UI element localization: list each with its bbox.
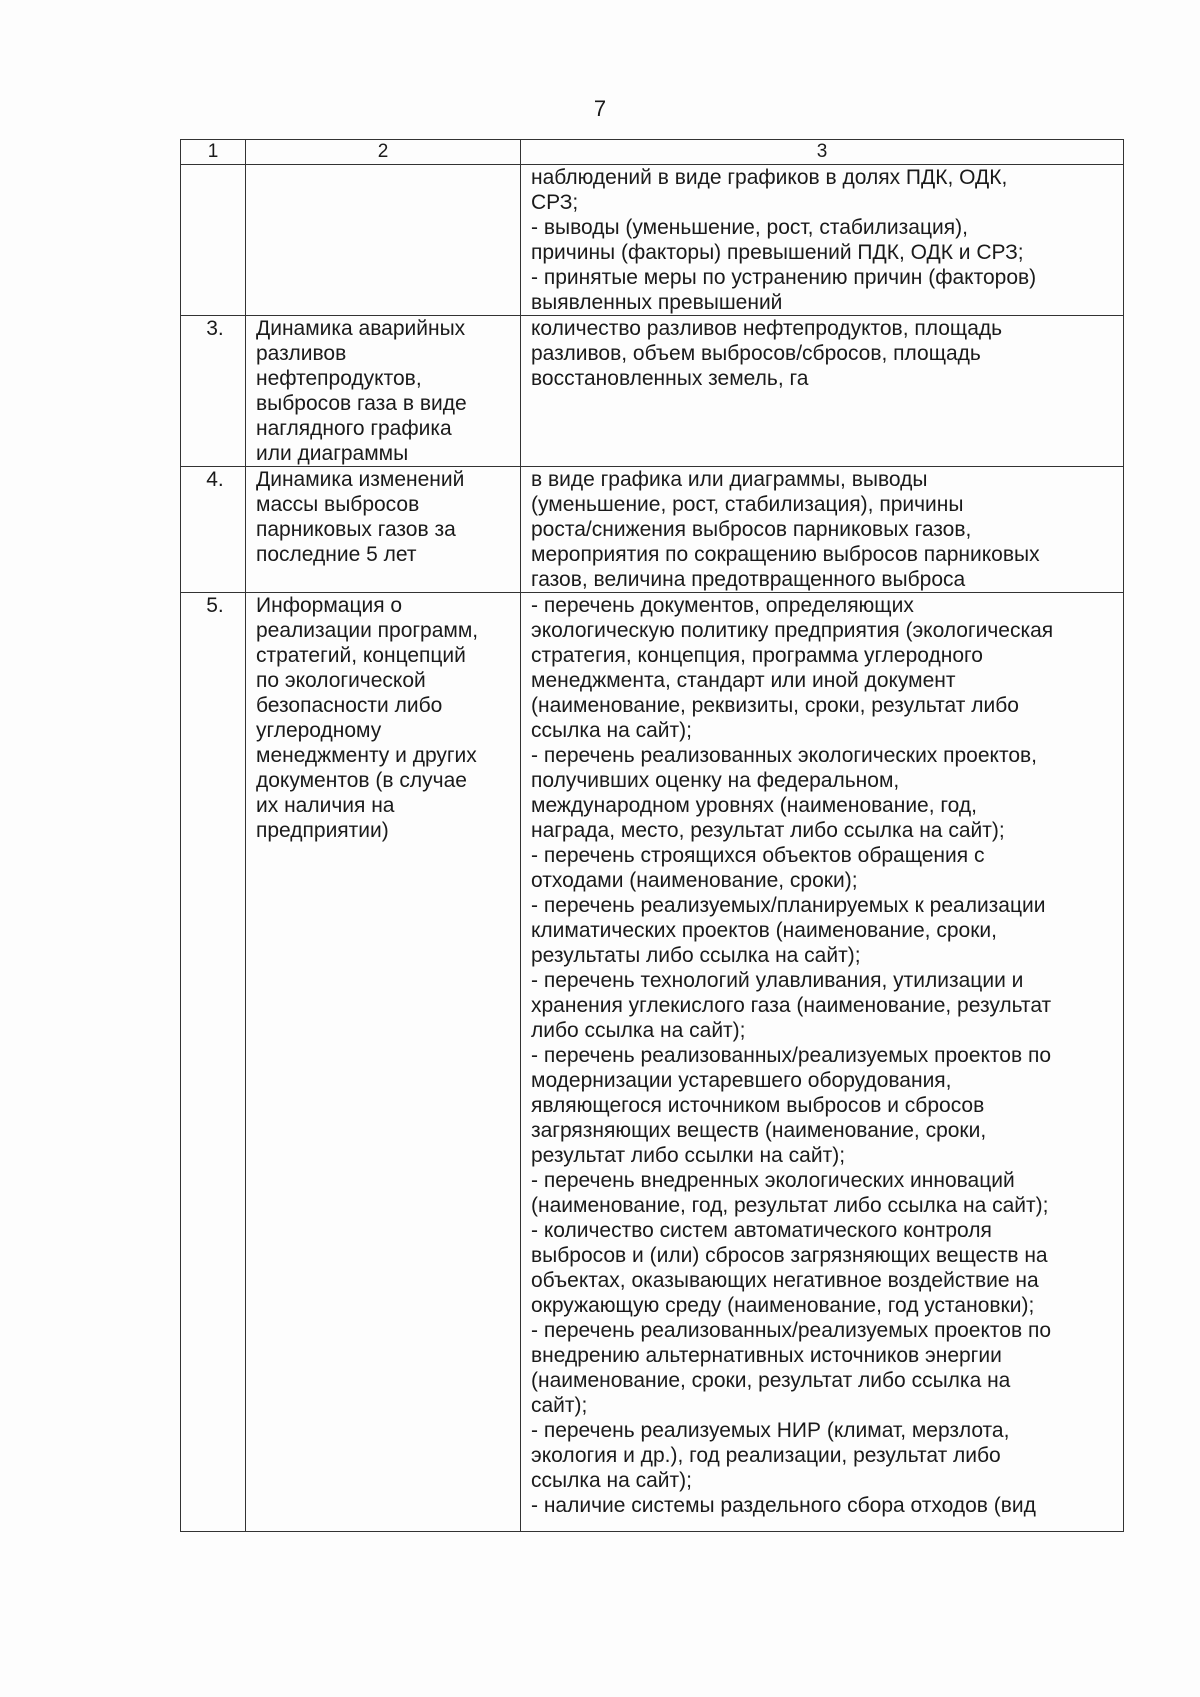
row-title-cell: [246, 593, 521, 1532]
content-line: наблюдений в виде графиков в долях ПДК, ОДК,: [531, 166, 1008, 189]
row-content-cell: [521, 593, 1124, 1532]
requirements-table: [180, 139, 1124, 1532]
content-line: выявленных превышений: [531, 291, 783, 314]
content-line: международном уровнях (наименование, год,: [531, 794, 977, 817]
column-header-3: 3: [521, 140, 1124, 165]
content-line: менеджмента, стандарт или иной документ: [531, 669, 956, 692]
title-line: Информация о: [256, 594, 403, 617]
content-line: - перечень документов, определяющих: [531, 594, 914, 617]
title-line: стратегий, концепций: [256, 644, 466, 667]
title-line: Динамика аварийных: [256, 317, 466, 340]
content-line: - количество систем автоматического контроля: [531, 1219, 992, 1242]
content-line: (наименование, год, результат либо ссылка на сайт);: [531, 1194, 1049, 1217]
table-row: [181, 165, 1124, 316]
title-line: последние 5 лет: [256, 543, 417, 566]
title-line: или диаграммы: [256, 442, 409, 465]
content-line: газов, величина предотвращенного выброса: [531, 568, 966, 591]
page-number: 7: [593, 96, 607, 121]
content-line: - перечень внедренных экологических инноваций: [531, 1169, 1015, 1192]
row-content-cell: [521, 316, 1124, 467]
content-line: ссылка на сайт);: [531, 719, 692, 742]
content-line: либо ссылка на сайт);: [531, 1019, 746, 1042]
content-line: ссылка на сайт);: [531, 1469, 692, 1492]
content-line: сайт);: [531, 1394, 588, 1417]
table-row: [181, 467, 1124, 593]
row-number-cell: 5.: [181, 593, 246, 1532]
row-number-cell: [181, 165, 246, 316]
content-line: загрязняющих веществ (наименование, сроки,: [531, 1119, 987, 1142]
title-line: нефтепродуктов,: [256, 367, 422, 390]
column-header-1: 1: [181, 140, 246, 165]
content-line: - перечень реализованных/реализуемых проектов по: [531, 1044, 1052, 1067]
title-line: разливов: [256, 342, 347, 365]
table-row: [181, 316, 1124, 467]
content-line: выбросов и (или) сбросов загрязняющих веществ на: [531, 1244, 1048, 1267]
title-line: углеродному: [256, 719, 382, 742]
content-line: получивших оценку на федеральном,: [531, 769, 900, 792]
content-line: результат либо ссылки на сайт);: [531, 1144, 846, 1167]
content-line: хранения углекислого газа (наименование, результат: [531, 994, 1052, 1017]
content-line: (наименование, сроки, результат либо ссылка на: [531, 1369, 1011, 1392]
content-line: (наименование, реквизиты, сроки, результат либо: [531, 694, 1019, 717]
content-line: восстановленных земель, га: [531, 367, 809, 390]
title-line: массы выбросов: [256, 493, 420, 516]
content-line: - перечень технологий улавливания, утилизации и: [531, 969, 1024, 992]
table-header-row: [181, 140, 1124, 165]
row-title-cell: [246, 316, 521, 467]
content-line: являющегося источником выбросов и сбросов: [531, 1094, 985, 1117]
content-line: стратегия, концепция, программа углеродного: [531, 644, 983, 667]
content-line: - перечень реализованных экологических проектов,: [531, 744, 1038, 767]
title-line: выбросов газа в виде: [256, 392, 467, 415]
content-line: - перечень реализованных/реализуемых проектов по: [531, 1319, 1052, 1342]
title-line: предприятии): [256, 819, 389, 842]
content-line: разливов, объем выбросов/сбросов, площадь: [531, 342, 981, 365]
content-line: - перечень реализуемых НИР (климат, мерзлота,: [531, 1419, 1010, 1442]
title-line: Динамика изменений: [256, 468, 465, 491]
title-line: наглядного графика: [256, 417, 452, 440]
title-line: реализации программ,: [256, 619, 479, 642]
title-line: парниковых газов за: [256, 518, 456, 541]
content-line: количество разливов нефтепродуктов, площадь: [531, 317, 1003, 340]
content-line: отходами (наименование, сроки);: [531, 869, 858, 892]
table-row: [181, 593, 1124, 1532]
content-line: роста/снижения выбросов парниковых газов,: [531, 518, 972, 541]
content-line: - выводы (уменьшение, рост, стабилизация),: [531, 216, 968, 239]
content-line: окружающую среду (наименование, год установки);: [531, 1294, 1035, 1317]
row-content-cell: [521, 165, 1124, 316]
column-header-2: 2: [246, 140, 521, 165]
content-line: - перечень реализуемых/планируемых к реализации: [531, 894, 1046, 917]
table-body: [181, 165, 1124, 1532]
content-line: (уменьшение, рост, стабилизация), причины: [531, 493, 964, 516]
content-line: внедрению альтернативных источников энергии: [531, 1344, 1002, 1367]
content-line: причины (факторы) превышений ПДК, ОДК и СРЗ;: [531, 241, 1024, 264]
content-line: объектах, оказывающих негативное воздействие на: [531, 1269, 1039, 1292]
content-line: модернизации устаревшего оборудования,: [531, 1069, 952, 1092]
content-line: мероприятия по сокращению выбросов парниковых: [531, 543, 1040, 566]
title-line: менеджменту и других: [256, 744, 477, 767]
title-line: по экологической: [256, 669, 426, 692]
content-line: награда, место, результат либо ссылка на сайт);: [531, 819, 1005, 842]
title-line: документов (в случае: [256, 769, 467, 792]
row-content-cell: [521, 467, 1124, 593]
content-line: СРЗ;: [531, 191, 579, 214]
content-line: результаты либо ссылка на сайт);: [531, 944, 861, 967]
content-line: в виде графика или диаграммы, выводы: [531, 468, 928, 491]
content-line: - наличие системы раздельного сбора отходов (вид: [531, 1494, 1036, 1517]
title-line: их наличия на: [256, 794, 395, 817]
content-line: климатических проектов (наименование, сроки,: [531, 919, 997, 942]
row-title-cell: [246, 467, 521, 593]
content-line: экологическую политику предприятия (экологическая: [531, 619, 1054, 642]
row-title-cell: [246, 165, 521, 316]
content-line: - перечень строящихся объектов обращения с: [531, 844, 985, 867]
content-line: - принятые меры по устранению причин (факторов): [531, 266, 1037, 289]
title-line: безопасности либо: [256, 694, 443, 717]
row-number-cell: 3.: [181, 316, 246, 467]
row-number-cell: 4.: [181, 467, 246, 593]
content-line: экология и др.), год реализации, результат либо: [531, 1444, 1001, 1467]
